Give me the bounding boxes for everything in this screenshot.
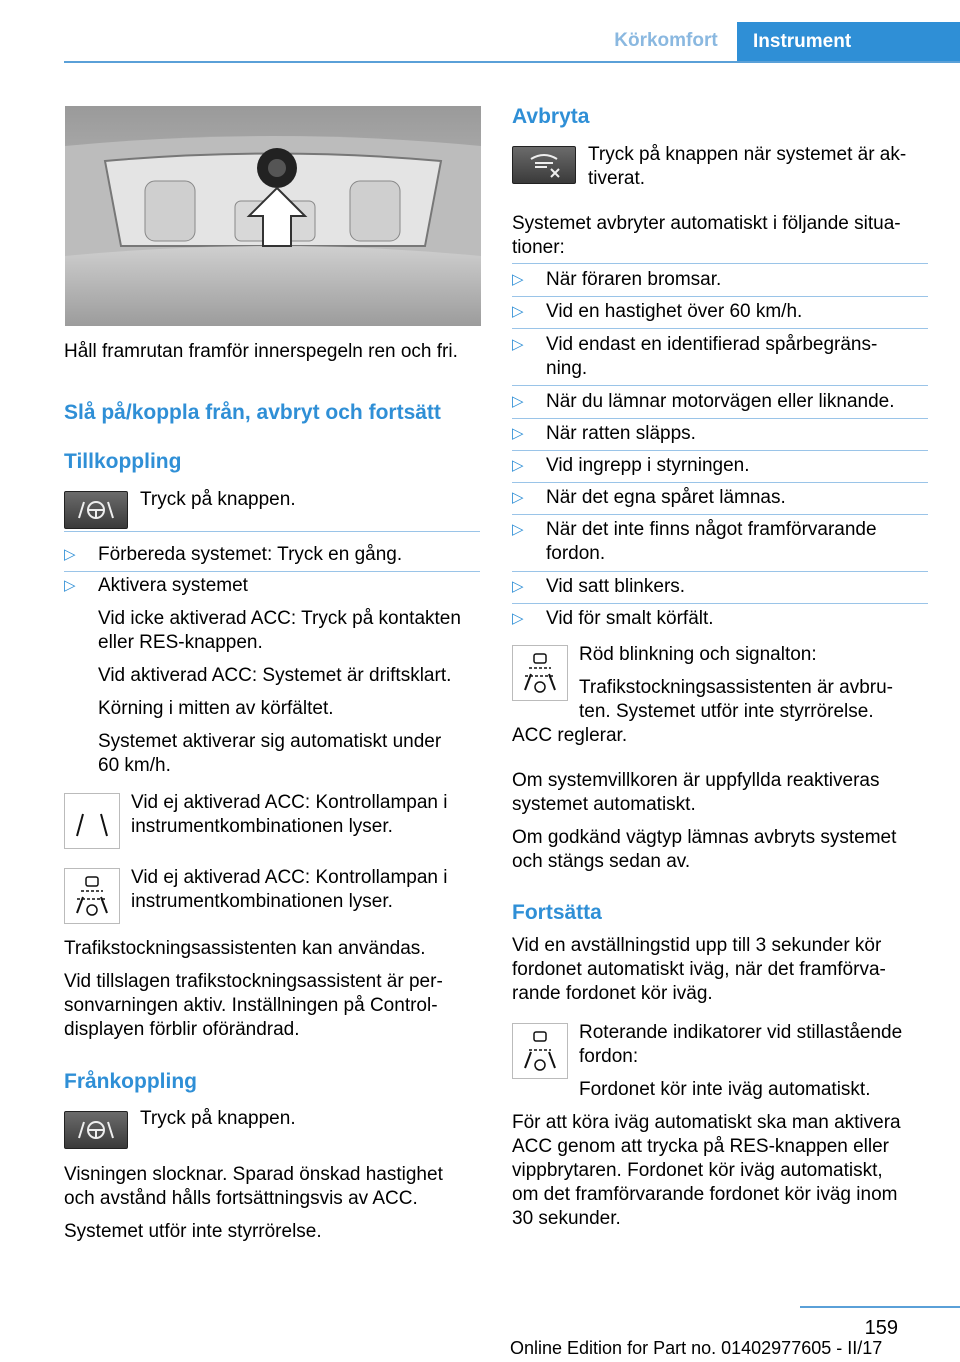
photo-caption: Håll framrutan framför innerspegeln ren och fri. (64, 341, 458, 362)
separator (512, 418, 928, 419)
resume-paragraph: rande fordonet kör iväg. (512, 983, 713, 1004)
cancel-button-text: tiverat. (588, 168, 646, 189)
on-paragraph: Vid tillslagen trafikstockningsassistent är per- (64, 971, 443, 992)
on-paragraph: displayen förblir oförändrad. (64, 1019, 300, 1040)
separator (512, 514, 928, 515)
list-item: ▷ När föraren bromsar. (512, 268, 928, 292)
list-item: ▷ Vid satt blinkers. (512, 575, 928, 599)
cancel-lamp-text: ACC reglerar. (512, 725, 628, 746)
bullet2-text: 60 km/h. (98, 755, 171, 776)
lamp1-text: instrumentkombinationen lyser. (131, 816, 393, 837)
footer-rule (800, 1306, 960, 1308)
bullet2-text: eller RES-knappen. (98, 632, 263, 653)
bullet-triangle-icon: ▷ (64, 577, 76, 594)
bullet2-text: Vid icke aktiverad ACC: Tryck på kontakten (98, 608, 461, 629)
bullet-triangle-icon: ▷ (512, 457, 524, 474)
steering-assist-button-icon (64, 491, 128, 529)
cancel-lamp-text: ten. Systemet utför inte styrrörelse. (579, 701, 874, 722)
separator (512, 571, 928, 572)
on-paragraph: Trafikstockningsassistenten kan användas. (64, 938, 426, 959)
list-item: ▷ Vid en hastighet över 60 km/h. (512, 300, 928, 324)
rotating-indicator-icon (512, 1023, 568, 1079)
resume-lamp-text: fordon: (579, 1046, 639, 1067)
resume-lamp-text: Roterande indikatorer vid stillastående (579, 1022, 903, 1043)
cancel-paragraph: och stängs sedan av. (512, 851, 691, 872)
page-number: 159 (864, 1317, 898, 1339)
resume-paragraph: För att köra iväg automatiskt ska man aktivera (512, 1112, 901, 1133)
cancel-paragraph: Systemet avbryter automatiskt i följande situa- (512, 213, 901, 234)
off-button-text: Tryck på knappen. (140, 1108, 296, 1129)
resume-paragraph: Vid en avställningstid upp till 3 sekunder kör (512, 935, 882, 956)
separator (64, 531, 480, 532)
list-item-continuation: fordon. (546, 543, 606, 564)
list-item: ▷ När du lämnar motorvägen eller liknande. (512, 390, 928, 414)
cancel-paragraph: Om systemvillkoren är uppfyllda reaktiveras (512, 770, 880, 791)
heading-frankoppling: Frånkoppling (64, 1070, 197, 1093)
cancel-lamp-text: Röd blinkning och signalton: (579, 644, 817, 665)
resume-lamp-text: Fordonet kör inte iväg automatiskt. (579, 1079, 871, 1100)
bullet-triangle-icon: ▷ (512, 336, 524, 353)
on-button-text: Tryck på knappen. (140, 489, 296, 510)
windshield-mirror-photo (65, 106, 481, 326)
section-title: Slå på/koppla från, avbryt och fortsätt (64, 401, 441, 424)
header-rule (64, 61, 960, 63)
bullet-triangle-icon: ▷ (64, 546, 76, 563)
list-item: ▷ Aktivera systemet (64, 574, 480, 598)
separator (512, 296, 928, 297)
header-tab-instrument[interactable]: Instrument (737, 22, 960, 63)
bullet-triangle-icon: ▷ (512, 303, 524, 320)
separator (512, 603, 928, 604)
cancel-paragraph: tioner: (512, 237, 565, 258)
lamp1-text: Vid ej aktiverad ACC: Kontrollampan i (131, 792, 448, 813)
edition-line: Online Edition for Part no. 01402977605 - II/17 (510, 1338, 883, 1358)
list-item: ▷ Förbereda systemet: Tryck en gång. (64, 543, 480, 567)
resume-paragraph: 30 sekunder. (512, 1208, 621, 1229)
list-item-continuation: ning. (546, 358, 588, 379)
separator (64, 571, 480, 572)
cancel-paragraph: systemet automatiskt. (512, 794, 696, 815)
traffic-jam-assist-red-icon (512, 645, 568, 701)
bullet2-text: Vid aktiverad ACC: Systemet är driftsklart. (98, 665, 452, 686)
heading-avbryta: Avbryta (512, 105, 590, 128)
list-item: ▷ När det inte finns något framförvarande (512, 518, 928, 542)
off-paragraph: Systemet utför inte styrrörelse. (64, 1221, 322, 1242)
heading-tillkoppling: Tillkoppling (64, 450, 182, 473)
bullet2-text: Systemet aktiverar sig automatiskt under (98, 731, 442, 752)
resume-paragraph: om det framförvarande fordonet kör iväg inom (512, 1184, 898, 1205)
bullet-triangle-icon: ▷ (512, 271, 524, 288)
heading-fortsatta: Fortsätta (512, 901, 602, 924)
list-item: ▷ Vid endast en identifierad spårbegräns- (512, 333, 928, 357)
traffic-jam-assist-icon (64, 868, 120, 924)
bullet2-text: Körning i mitten av körfältet. (98, 698, 334, 719)
list-item: ▷ När det egna spåret lämnas. (512, 486, 928, 510)
separator (512, 482, 928, 483)
on-paragraph: sonvarningen aktiv. Inställningen på Control- (64, 995, 438, 1016)
lane-lines-icon (64, 793, 120, 849)
resume-paragraph: vippbrytaren. Fordonet kör iväg automatiskt, (512, 1160, 883, 1181)
cancel-button-icon (512, 146, 576, 184)
bullet-triangle-icon: ▷ (512, 521, 524, 538)
bullet-triangle-icon: ▷ (512, 393, 524, 410)
list-item: ▷ När ratten släpps. (512, 422, 928, 446)
resume-paragraph: fordonet automatiskt iväg, när det framförva- (512, 959, 886, 980)
steering-assist-button-icon (64, 1111, 128, 1149)
lamp2-text: Vid ej aktiverad ACC: Kontrollampan i (131, 867, 448, 888)
off-paragraph: Visningen slocknar. Sparad önskad hastighet (64, 1164, 443, 1185)
header-tab-korkomfort[interactable]: Körkomfort (614, 30, 718, 52)
separator (512, 328, 928, 329)
lamp2-text: instrumentkombinationen lyser. (131, 891, 393, 912)
cancel-button-text: Tryck på knappen när systemet är ak- (588, 144, 907, 165)
list-item: ▷ Vid ingrepp i styrningen. (512, 454, 928, 478)
bullet-triangle-icon: ▷ (512, 489, 524, 506)
bullet-triangle-icon: ▷ (512, 425, 524, 442)
separator (512, 263, 928, 264)
cancel-lamp-text: Trafikstockningsassistenten är avbru- (579, 677, 893, 698)
separator (512, 450, 928, 451)
resume-paragraph: ACC genom att trycka på RES-knappen eller (512, 1136, 890, 1157)
list-item: ▷ Vid för smalt körfält. (512, 607, 928, 631)
bullet-triangle-icon: ▷ (512, 610, 524, 627)
separator (512, 385, 928, 386)
bullet-triangle-icon: ▷ (512, 578, 524, 595)
off-paragraph: och avstånd hålls fortsättningsvis av ACC. (64, 1188, 418, 1209)
cancel-paragraph: Om godkänd vägtyp lämnas avbryts systemet (512, 827, 897, 848)
